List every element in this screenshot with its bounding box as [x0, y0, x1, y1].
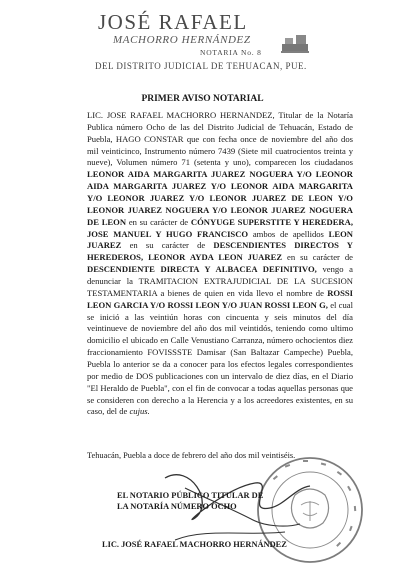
signature-line-2: LA NOTARÍA NÚMERO OCHO	[117, 502, 237, 512]
deceased-name: ROSSI LEON GARCIA Y/O ROSSI LEON Y/O JUAN ROSSI LEON G,	[87, 287, 353, 310]
cujus-text: cujus.	[129, 406, 150, 417]
heir-role: CÓNYUGE SUPERSTITE Y HEREDERA, JOSE MANUEL Y HUGO FRANCISCO	[87, 216, 353, 239]
letterhead	[0, 8, 405, 70]
role-text-3: en su carácter de	[287, 252, 353, 263]
heir-surname: LEON JUAREZ	[87, 228, 354, 251]
closing-date: Tehuacán, Puebla a doce de febrero del año dos mil veintiséis.	[87, 451, 296, 460]
document-title: PRIMER AVISO NOTARIAL	[141, 94, 264, 104]
procedure-text: vengo a denunciar la TRAMITACION EXTRAJUDICIAL DE LA SUCESION TESTAMENTARIA a bienes de quien en vida llevo el nombre de	[87, 264, 353, 298]
role-text: en su carácter de	[128, 216, 189, 227]
intro-text: LIC. JOSE RAFAEL MACHORRO HERNANDEZ, Titular de la Notaría Publica número Ocho de las del Distrito Judicial de Tehuacán, Estado de Puebla, HAGO CONSTAR que con fecha once de noviembre del año dos mil veinticinco, Instrumento número 7439 (Siete mil cuatrocientos treinta y nueve), Volumen número 71 (setenta y uno), comparecen los ciudadanos	[87, 110, 353, 168]
letterhead-surname: MACHORRO HERNÁNDEZ	[113, 34, 251, 46]
letterhead-district: DEL DISTRITO JUDICIAL DE TEHUACAN, PUE.	[95, 61, 307, 71]
notice-body	[87, 110, 353, 418]
letterhead-name: JOSÉ RAFAEL	[98, 10, 248, 34]
surname-text: ambos de apellidos	[252, 228, 324, 239]
role-text-2: en su carácter de	[129, 240, 206, 251]
notary-name: LIC. JOSÉ RAFAEL MACHORRO HERNÁNDEZ	[102, 540, 287, 549]
heir-role-2: DESCENDIENTES DIRECTOS Y HEREDEROS, LEONOR AYDA LEON JUAREZ	[87, 240, 354, 263]
details-text: el cual se inició a las veintiún horas con cincuenta y seis minutos del día veintinueve de noviembre del año dos mil veintidós, teniendo como ultimo domicilio el ubicado en Calle Venustiano Carranza, número ochocientos diez fraccionamiento FOVISSSTE Damisar (San Baltazar Campeche) Puebla, Puebla lo anterior se da a conocer para los efectos legales correspondientes por medio de DOS publicaciones con un intervalo de diez días, en el Diario "El Heraldo de Puebla", con el fin de convocar a todas aquellas personas que se consideren con derecho a la Herencia y a los acreedores existentes, en su caso, del de	[87, 299, 353, 417]
signature-line-1: EL NOTARIO PÚBLICO TITULAR DE	[117, 491, 264, 500]
letterhead-notaria: NOTARIA No. 8	[200, 48, 262, 57]
signature-block	[117, 490, 317, 512]
notice-paragraph	[87, 110, 353, 418]
heir-names: LEONOR AIDA MARGARITA JUAREZ NOGUERA Y/O LEONOR AIDA MARGARITA JUAREZ Y/O LEONOR AIDA MARGARITA Y/O LEONOR JUAREZ Y/O LEONOR JUAREZ DE LEON Y/O LEONOR JUAREZ NOGUERA Y/O LEONOR JUAREZ NOGUERA DE LEON	[87, 169, 353, 227]
heir-role-3: DESCENDIENTE DIRECTA Y ALBACEA DEFINITIVO,	[87, 264, 317, 275]
scales-logo-icon	[279, 28, 311, 54]
